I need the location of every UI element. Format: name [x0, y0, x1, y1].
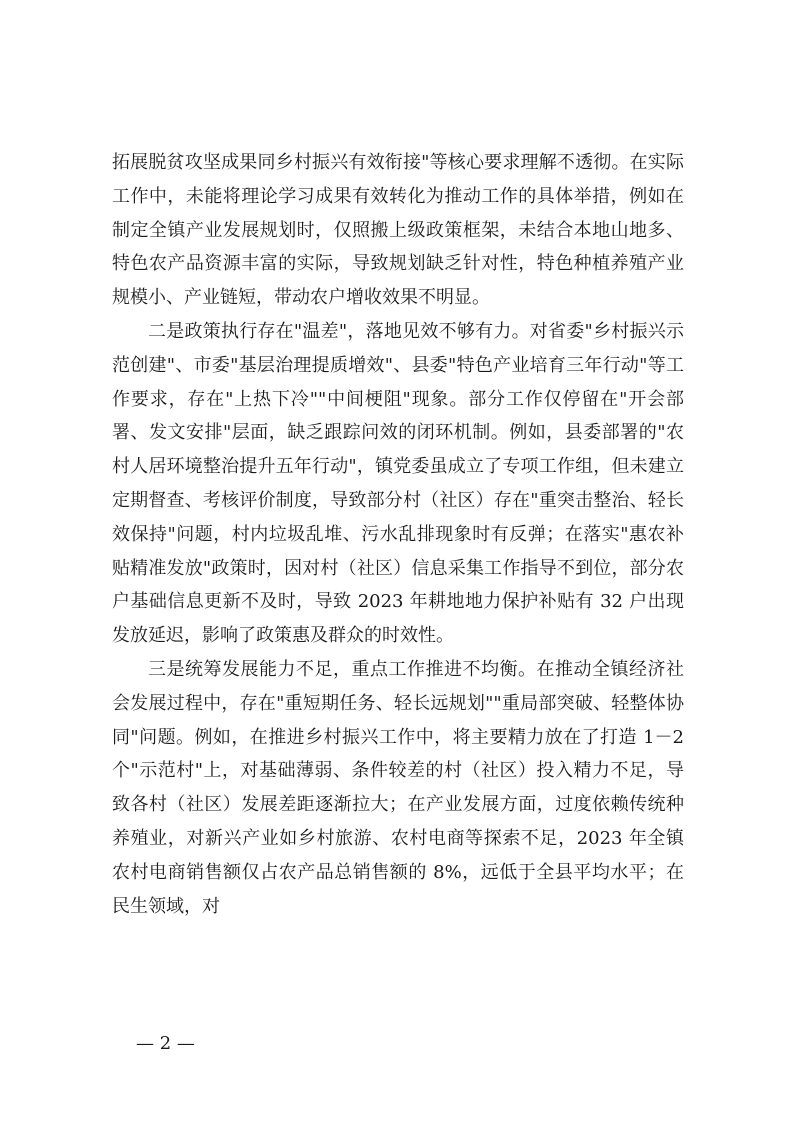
- document-body: [112, 146, 684, 923]
- page-number: — 2 —: [136, 1033, 195, 1054]
- paragraph-policy-execution: 二是政策执行存在"温差"，落地见效不够有力。对省委"乡村振兴示范创建"、市委"基层治理提质增效"、县委"特色产业培育三年行动"等工作要求，存在"上热下冷""中间梗阻"现象。部分工作仅停留在"开会部署、发文安排"层面，缺乏跟踪问效的闭环机制。例如，县委部署的"农村人居环境整治提升五年行动"，镇党委虽成立了专项工作组，但未建立定期督查、考核评价制度，导致部分村（社区）存在"重突击整治、轻长效保持"问题，村内垃圾乱堆、污水乱排现象时有反弹；在落实"惠农补贴精准发放"政策时，因对村（社区）信息采集工作指导不到位，部分农户基础信息更新不及时，导致 2023 年耕地地力保护补贴有 32 户出现发放延迟，影响了政策惠及群众的时效性。: [112, 320, 684, 647]
- paragraph-continuation: 拓展脱贫攻坚成果同乡村振兴有效衔接"等核心要求理解不透彻。在实际工作中，未能将理论学习成果有效转化为推动工作的具体举措，例如在制定全镇产业发展规划时，仅照搬上级政策框架，未结合本地山地多、特色农产品资源丰富的实际，导致规划缺乏针对性，特色种植养殖产业规模小、产业链短，带动农户增收效果不明显。: [112, 152, 684, 309]
- paragraph-coordination: 三是统筹发展能力不足，重点工作推进不均衡。在推动全镇经济社会发展过程中，存在"重短期任务、轻长远规划""重局部突破、轻整体协同"问题。例如，在推进乡村振兴工作中，将主要精力放在了打造 1－2 个"示范村"上，对基础薄弱、条件较差的村（社区）投入精力不足，导致各村（社区）发展差距逐渐拉大；在产业发展方面，过度依赖传统种养殖业，对新兴产业如乡村旅游、农村电商等探索不足，2023 年全镇农村电商销售额仅占农产品总销售额的 8%，远低于全县平均水平；在民生领域，对: [112, 658, 684, 917]
